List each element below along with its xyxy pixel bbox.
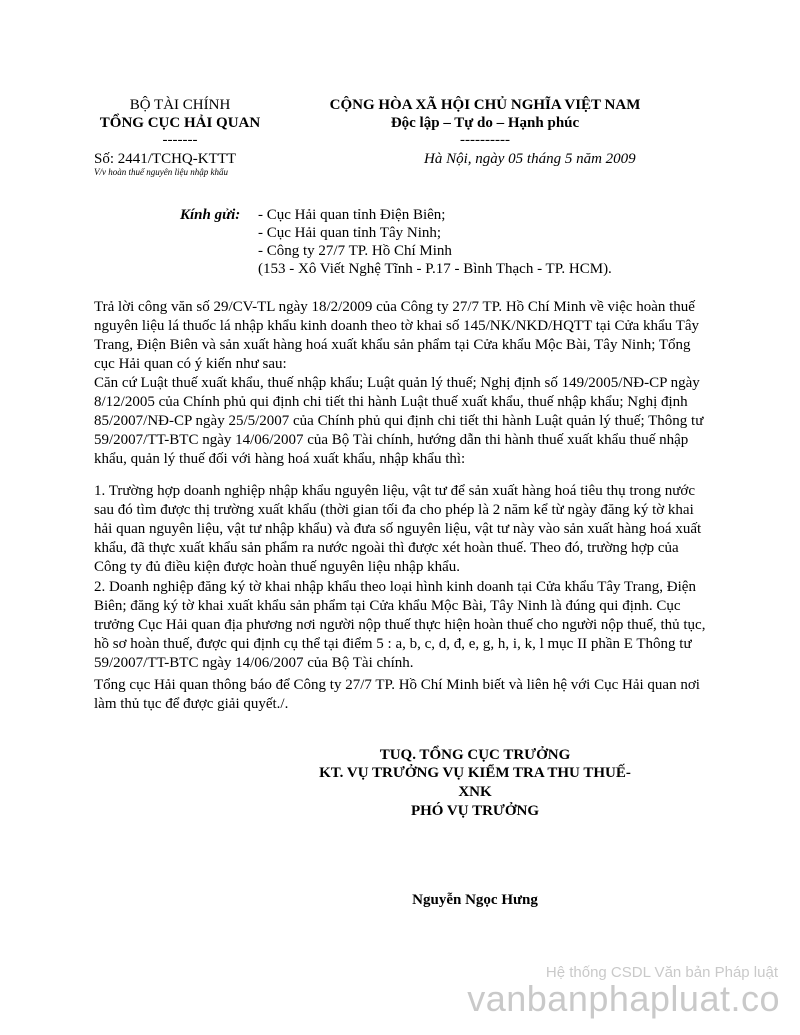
signature-line-3: XNK <box>458 784 492 800</box>
left-divider: ------- <box>162 132 198 148</box>
body-paragraph-1: Trả lời công văn số 29/CV-TL ngày 18/2/2009 của Công ty 27/7 TP. Hồ Chí Minh về việc hoàn thuế nguyên liệu lá thuốc lá nhập khẩu kinh doanh theo tờ khai số 145/NK/NKD/HQTT tại Cửa khẩu Tây Trang, Điện Biên và sản xuất hàng hoá xuất khẩu sản phẩm tại Cửa khẩu Mộc Bài, Tây Ninh; Tổng cục Hải quan có ý kiến như sau: <box>94 299 699 372</box>
signer-name: Nguyễn Ngọc Hưng <box>412 892 538 908</box>
recipients-label: Kính gửi: <box>180 207 241 223</box>
body-paragraph-3: 1. Trường hợp doanh nghiệp nhập khẩu nguyên liệu, vật tư để sản xuất hàng hoá tiêu thụ trong nước sau đó tìm được thị trường xuất khẩu (thời gian tối đa cho phép là 2 năm kể từ ngày đăng ký tờ khai hải quan nguyên liệu, vật tư nhập khẩu) và đưa số nguyên liệu, vật tư này vào sản xuất hàng hoá xuất khẩu, đã thực xuất khẩu sản phẩm ra nước ngoài thì được xét hoàn thuế. Theo đó, trường hợp của Công ty đủ điều kiện được hoàn thuế nguyên liệu nhập khẩu. <box>94 483 702 575</box>
signature-line-4: PHÓ VỤ TRƯỞNG <box>410 803 540 819</box>
watermark-caption: Hệ thống CSDL Văn bản Pháp luật <box>545 964 778 981</box>
body-paragraph-5: Tổng cục Hải quan thông báo để Công ty 27/7 TP. Hồ Chí Minh biết và liên hệ với Cục Hải quan nơi làm thủ tục để được giải quyết./. <box>94 677 700 712</box>
national-motto: Độc lập – Tự do – Hạnh phúc <box>390 115 580 131</box>
body-paragraph-4: 2. Doanh nghiệp đăng ký tờ khai nhập khẩu theo loại hình kinh doanh tại Cửa khẩu Tây Trang, Điện Biên; đăng ký tờ khai xuất khẩu sản phẩm tại Cửa khẩu Mộc Bài, Tây Ninh là đúng qui định. Cục trưởng Cục Hải quan địa phương nơi người nộp thuế thực hiện hoàn thuế cho người nộp thuế, thủ tục, hồ sơ hoàn thuế, được qui định cụ thể tại điểm 5 : a, b, c, d, đ, e, g, h, i, k, l mục II phần E Thông tư 59/2007/TT-BTC ngày 14/06/2007 của Bộ Tài chính. <box>94 579 706 671</box>
recipient-item: - Cục Hải quan tỉnh Điện Biên; <box>258 207 446 223</box>
place-and-date: Hà Nội, ngày 05 tháng 5 năm 2009 <box>424 151 636 167</box>
department-name: TỔNG CỤC HẢI QUAN <box>99 115 261 131</box>
watermark-site: vanbanphapluat.co <box>467 978 780 1019</box>
recipient-address: (153 - Xô Viết Nghệ Tĩnh - P.17 - Bình Thạch - TP. HCM). <box>258 261 612 277</box>
signature-line-2: KT. VỤ TRƯỞNG VỤ KIỂM TRA THU THUẾ- <box>319 765 631 781</box>
document-number: Số: 2441/TCHQ-KTTT <box>94 151 237 167</box>
ministry-name: BỘ TÀI CHÍNH <box>129 97 231 113</box>
recipient-item: - Cục Hải quan tỉnh Tây Ninh; <box>258 225 442 241</box>
body-paragraph-2: Căn cứ Luật thuế xuất khẩu, thuế nhập khẩu; Luật quản lý thuế; Nghị định số 149/2005/NĐ-CP ngày 8/12/2005 của Chính phủ qui định chi tiết thi hành Luật thuế xuất khẩu, thuế nhập khẩu; Nghị định 85/2007/NĐ-CP ngày 25/5/2007 của Chính phủ qui định chi tiết thi hành Luật quản lý thuế; Thông tư 59/2007/TT-BTC ngày 14/06/2007 của Bộ Tài chính, hướng dẫn thi hành thuế xuất khẩu thuế nhập khẩu, quản lý thuế đối với hàng hoá xuất khẩu, nhập khẩu thì: <box>94 375 704 467</box>
country-name: CỘNG HÒA XÃ HỘI CHỦ NGHĨA VIỆT NAM <box>329 97 641 113</box>
document-subject: V/v hoàn thuế nguyên liệu nhập khẩu <box>94 167 228 177</box>
signature-line-1: TUQ. TỔNG CỤC TRƯỞNG <box>379 747 571 763</box>
right-divider: ---------- <box>460 132 510 148</box>
recipient-item: - Công ty 27/7 TP. Hồ Chí Minh <box>258 243 452 259</box>
